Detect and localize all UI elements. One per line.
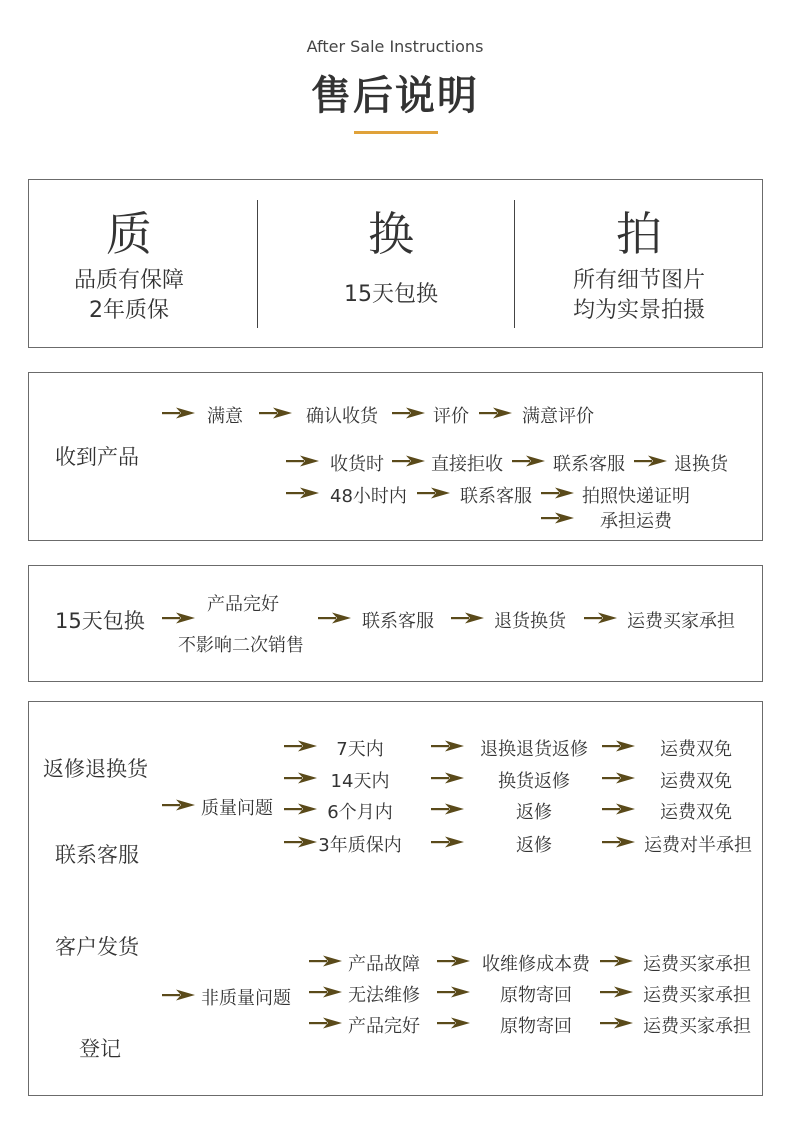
arrow-icon [634,455,668,467]
nonquality-issue-label: 非质量问题 [201,988,291,1009]
arrow-icon [512,455,546,467]
service: 返修 [516,835,552,856]
flow-step: 确认收货 [306,406,378,427]
feature-quality-desc: 品质有保障 2年质保 [73,268,184,323]
receive-label: 收到产品 [55,445,139,469]
arrow-icon [541,512,575,524]
condition-text: 产品完好 [207,594,279,615]
arrow-icon [437,955,471,967]
arrow-icon [541,487,575,499]
arrow-icon [602,803,636,815]
page-title: 售后说明 [311,73,479,119]
arrow-icon [284,740,318,752]
arrow-icon [602,836,636,848]
shipping: 运费买家承担 [643,985,751,1006]
arrow-icon [602,740,636,752]
arrow-icon [259,407,293,419]
service: 原物寄回 [500,1016,572,1037]
flow-step: 联系客服 [460,486,532,507]
flow-step: 评价 [433,406,469,427]
arrow-icon [309,986,343,998]
service: 收维修成本费 [482,954,590,975]
arrow-icon [318,612,352,624]
service: 换货返修 [498,771,570,792]
flow-step: 满意评价 [522,406,594,427]
arrow-icon [392,455,426,467]
arrow-icon [451,612,485,624]
shipping: 运费买家承担 [643,1016,751,1037]
arrow-icon [431,740,465,752]
arrow-icon [437,986,471,998]
flow-step: 直接拒收 [431,454,503,475]
service: 退换退货返修 [480,739,588,760]
arrow-icon [437,1017,471,1029]
flow-step: 联系客服 [553,454,625,475]
flow-step: 拍照快递证明 [582,486,690,507]
repair-label: 客户发货 [55,935,139,959]
service: 原物寄回 [500,985,572,1006]
arrow-icon [284,803,318,815]
arrow-icon [479,407,513,419]
arrow-icon [431,772,465,784]
arrow-icon [284,772,318,784]
feature-photo-char: 拍 [616,207,662,261]
feature-photo-desc: 所有细节图片 均为实景拍摄 [572,268,705,323]
arrow-icon [602,772,636,784]
flow-step: 运费买家承担 [627,611,735,632]
repair-label: 返修退换货 [43,757,148,781]
arrow-icon [600,1017,634,1029]
repair-label: 联系客服 [55,843,139,867]
arrow-icon [286,487,320,499]
arrow-icon [309,1017,343,1029]
condition-text: 不影响二次销售 [178,635,304,656]
flow-step: 退换货 [674,454,728,475]
shipping: 运费对半承担 [644,835,752,856]
shipping: 运费双免 [660,739,732,760]
problem: 产品故障 [348,954,420,975]
arrow-icon [286,455,320,467]
shipping: 运费双免 [660,771,732,792]
arrow-icon [309,955,343,967]
flow-step: 退货换货 [494,611,566,632]
quality-issue-label: 质量问题 [201,798,273,819]
service: 返修 [516,802,552,823]
arrow-icon [162,799,196,811]
period: 6个月内 [327,802,393,823]
divider [514,200,515,328]
features-box [28,179,763,348]
feature-exchange-char: 换 [368,207,414,261]
arrow-icon [162,612,196,624]
arrow-icon [417,487,451,499]
arrow-icon [284,836,318,848]
feature-exchange-desc: 15天包换 [344,282,438,307]
arrow-icon [600,986,634,998]
arrow-icon [600,955,634,967]
arrow-icon [431,836,465,848]
period: 3年质保内 [318,835,402,856]
arrow-icon [162,407,196,419]
flow-step: 联系客服 [362,611,434,632]
exchange-label: 15天包换 [55,609,145,633]
problem: 产品完好 [348,1016,420,1037]
problem: 无法维修 [348,985,420,1006]
title-underline [354,131,438,134]
flow-step: 承担运费 [600,511,672,532]
arrow-icon [431,803,465,815]
divider [257,200,258,328]
arrow-icon [584,612,618,624]
period: 7天内 [336,739,384,760]
flow-step: 收货时 [330,454,384,475]
page-subtitle: After Sale Instructions [306,37,484,56]
shipping: 运费双免 [660,802,732,823]
period: 14天内 [330,771,390,792]
arrow-icon [162,989,196,1001]
arrow-icon [392,407,426,419]
flow-step: 48小时内 [330,486,407,507]
feature-quality-char: 质 [106,207,152,261]
shipping: 运费买家承担 [643,954,751,975]
repair-label: 登记 [79,1037,121,1061]
flow-step: 满意 [207,406,243,427]
